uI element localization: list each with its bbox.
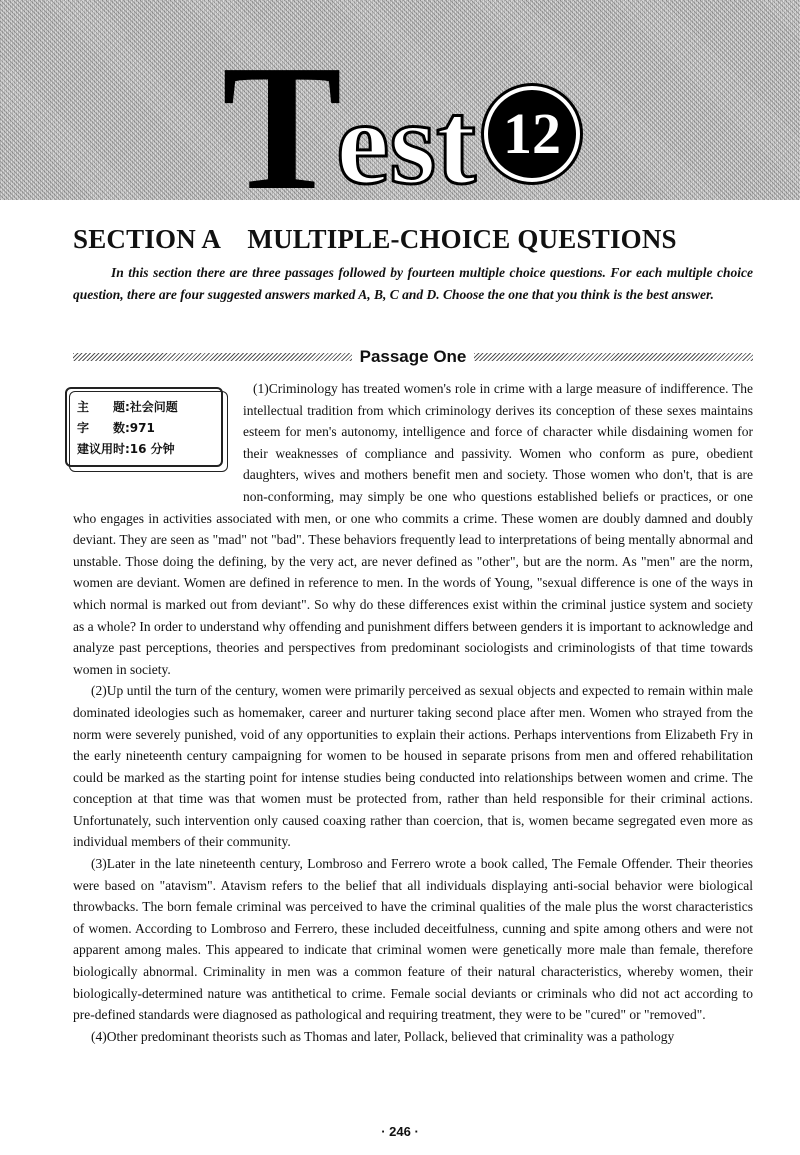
hatched-rule-right xyxy=(474,353,753,361)
page-number: · 246 · xyxy=(381,1124,419,1139)
title-letter-t: T xyxy=(222,28,343,200)
title-banner xyxy=(0,0,800,200)
passage-body xyxy=(73,378,753,1047)
paragraph-3: (3)Later in the late nineteenth century, Lombroso and Ferrero wrote a book called, The Female Offender. Their theories were based on "atavism". Atavism refers to the belief that all individuals displaying anti-social behavior were biological throwbacks. The born female criminal was perceived to have the criminal qualities of the male plus the worst characteristics of women. According to Lombroso and Ferrero, these included deceitfulness, cunning and spite among others and were not apparent among males. This appeared to indicate that criminal women were genetically more male than female, therefore biologically abnormal. Criminality in men was a common feature of their natural characteristics, whereby women, their biologically-determined nature was antithetical to crime. Female social deviants or criminals who did not act according to pre-defined standards were diagnosed as pathological and requiring treatment, they were to be "cured" or "removed". xyxy=(73,856,753,1023)
passage-header xyxy=(73,346,753,368)
paragraph-1: (1)Criminology has treated women's role in crime with a large measure of indifference. The intellectual tradition from which criminology derives its conception of these sexes maintains esteem for men's autonomy, intelligence and force of character while disdaining women for their weaknesses of compliance and passivity. Women who conform as pure, obedient daughters, wives and mothers benefit men and society. Those women who don't, that is are non-conforming, may simply be one who questions established beliefs or practices, or one who engages in activities associated with men, or one who commits a crime. These women are doubly damned and doubly deviant. They are seen as "mad" not "bad". These behaviors frequently lead to interpretations of being mentally abnormal and unstable. Those doing the defining, by the very act, are never defined as "other", but are the norm. As "men" are the norm, women are deviant. Women are defined in reference to men. In the words of Young, "sexual difference is one of the ways in which normal is marked out from deviant". So why do these differences exist within the criminal justice system and society as a whole? In order to understand why offending and punishment differs between genders it is important to acknowledge and analyze past perceptions, theories and perspectives from predominant sociologists and criminologists of that time towards women in society. xyxy=(73,381,753,677)
hatched-rule-left xyxy=(73,353,352,361)
passage-title: Passage One xyxy=(359,347,467,366)
info-word-count: 字 数:971 xyxy=(77,421,155,435)
info-suggested-time: 建议用时:16 分钟 xyxy=(77,442,175,456)
paragraph-2: (2)Up until the turn of the century, women were primarily perceived as sexual objects and expected to remain within male dominated ideologies such as homemaker, career and nurturer taking second place after men. Women who strayed from the norm were severely punished, void of any opportunities to explain their actions. Perhaps interventions from Elizabeth Fry in the early nineteenth century campaigning for women to be housed in separate prisons from men and offered rehabilitation could be marked as the starting point for intense studies being conducted into relationships between women and crime. The conception at that time was that women must be protected from, rather than held responsible for their criminal actions. Unfortunately, such intervention only caused coaxing rather than coercion, that is, women became segregated even more as individual members of their community. xyxy=(73,683,753,850)
title-letters-est: est xyxy=(336,76,476,200)
section-instructions: In this section there are three passages followed by fourteen multiple choice questions. For each multiple choice question, there are four suggested answers marked A, B, C and D. Choose the one that you think is the best answer. xyxy=(73,265,753,302)
test-number-badge: 12 xyxy=(484,86,580,182)
section-title: SECTION A MULTIPLE-CHOICE QUESTIONS xyxy=(73,224,677,254)
passage-info-box xyxy=(65,387,223,467)
test-title xyxy=(222,28,580,200)
info-topic: 主 题:社会问题 xyxy=(77,400,178,414)
paragraph-4: (4)Other predominant theorists such as Thomas and later, Pollack, believed that criminality was a pathology xyxy=(91,1028,675,1044)
